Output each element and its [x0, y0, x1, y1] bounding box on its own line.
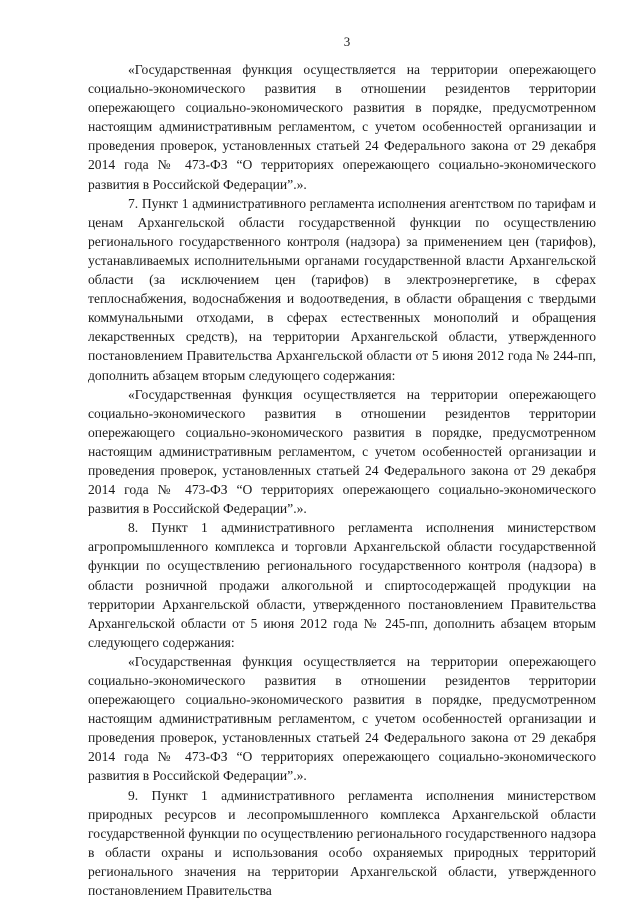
paragraph-quote-3: «Государственная функция осуществляется на территории опережающего социально-экономического развития в отношении резидентов территории опережающего социально-экономического развития в порядке, предусмотренном настоящим административным регламентом, с учетом особенностей организации и проведения проверок, установленных статьей 24 Федерального закона от 29 декабря 2014 года № 473-ФЗ “О территориях опережающего социально-экономического развития в Российской Федерации”.».: [88, 653, 596, 784]
paragraph-item-7: 7. Пункт 1 административного регламента исполнения агентством по тарифам и ценам Архангельской области государственной функции по осуществлению регионального государственного контроля (надзора) за применением цен (тарифов), устанавливаемых исполнительными органами государственной власти Архангельской области (за исключением цен (тарифов) в электроэнергетике, в сферах теплоснабжения, водоснабжения и водоотведения, в области обращения с твердыми коммунальными отходами, в сферах естественных монополий и обращения лекарственных средств), на территории Архангельской области, утвержденного постановлением Правительства Архангельской области от 5 июня 2012 года № 244-пп, дополнить абзацем вторым следующего содержания:: [88, 195, 596, 383]
page-number: 3: [343, 34, 351, 49]
paragraph-item-8: 8. Пункт 1 административного регламента исполнения министерством агропромышленного комплекса и торговли Архангельской области государственной функции по осуществлению регионального государственного контроля (надзора) в области розничной продажи алкогольной и спиртосодержащей продукции на территории Архангельской области, утвержденного постановлением Правительства Архангельской области от 5 июня 2012 года № 245-пп, дополнить абзацем вторым следующего содержания:: [88, 520, 596, 650]
paragraph-quote-1: «Государственная функция осуществляется на территории опережающего социально-экономического развития в отношении резидентов территории опережающего социально-экономического развития в порядке, предусмотренном настоящим административным регламентом, с учетом особенностей организации и проведения проверок, установленных статьей 24 Федерального закона от 29 декабря 2014 года № 473-ФЗ “О территориях опережающего социально-экономического развития в Российской Федерации”.».: [88, 62, 596, 192]
paragraph-item-9: 9. Пункт 1 административного регламента исполнения министерством природных ресурсов и лесопромышленного комплекса Архангельской области государственной функции по осуществлению регионального государственного надзора в области охраны и использования особо охраняемых природных территорий регионального значения на территории Архангельской области, утвержденного постановлением Правительства: [88, 787, 596, 899]
document-page: [88, 34, 596, 900]
paragraph-quote-2: «Государственная функция осуществляется на территории опережающего социально-экономического развития в отношении резидентов территории опережающего социально-экономического развития в порядке, предусмотренном настоящим административным регламентом, с учетом особенностей организации и проведения проверок, установленных статьей 24 Федерального закона от 29 декабря 2014 года № 473-ФЗ “О территориях опережающего социально-экономического развития в Российской Федерации”.».: [88, 386, 596, 517]
